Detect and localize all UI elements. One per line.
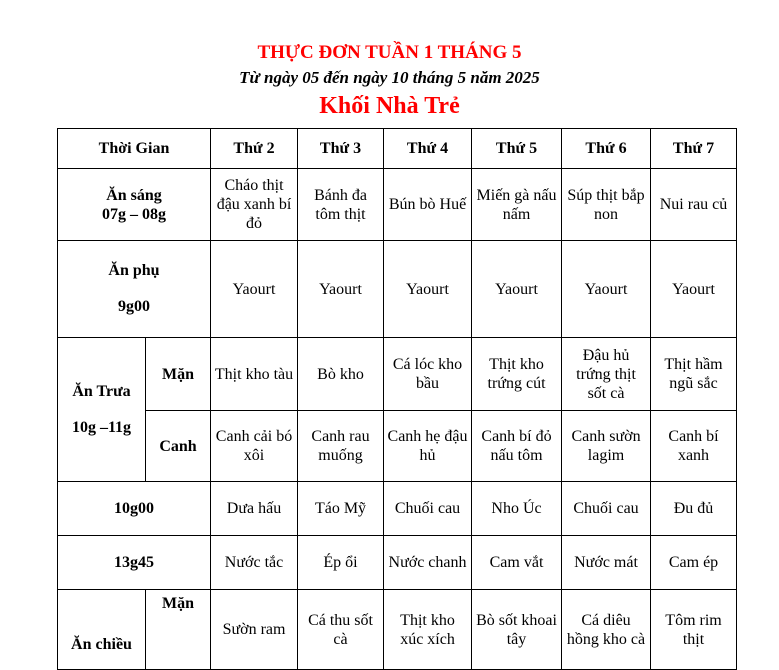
day-header: Thứ 5: [472, 129, 562, 169]
menu-cell: Canh sườn lagim: [562, 411, 651, 482]
day-header: Thứ 3: [298, 129, 384, 169]
snack-row: [58, 241, 737, 338]
day-header: Thứ 6: [562, 129, 651, 169]
menu-cell: Thịt kho trứng cút: [472, 338, 562, 411]
menu-cell: Canh bí xanh: [651, 411, 737, 482]
menu-cell: Nui rau củ: [651, 169, 737, 241]
menu-cell: Miến gà nấu nấm: [472, 169, 562, 241]
menu-cell: Yaourt: [384, 241, 472, 338]
menu-cell: Canh hẹ đậu hủ: [384, 411, 472, 482]
sub-label-man: Mặn: [146, 590, 211, 670]
menu-cell: Cam ép: [651, 536, 737, 590]
menu-cell: Đu đủ: [651, 482, 737, 536]
menu-cell: Canh rau muống: [298, 411, 384, 482]
meal-label: Ăn sáng: [106, 186, 162, 204]
lunch-man-row: [58, 338, 737, 411]
meal-label: Ăn Trưa: [72, 382, 131, 400]
group-name: Khối Nhà Trẻ: [319, 93, 460, 119]
weekly-menu-table: [57, 128, 737, 670]
menu-cell: Táo Mỹ: [298, 482, 384, 536]
menu-cell: Ép ổi: [298, 536, 384, 590]
meal-label: Ăn phụ: [108, 262, 160, 279]
sub-label-canh: Canh: [146, 411, 211, 482]
dinner-man-row: [58, 590, 737, 670]
menu-title: THỰC ĐƠN TUẦN 1 THÁNG 5: [257, 42, 522, 63]
menu-cell: Bún bò Huế: [384, 169, 472, 241]
dinner-label: Ăn chiều: [58, 590, 146, 670]
date-range: Từ ngày 05 đến ngày 10 tháng 5 năm 2025: [239, 68, 540, 87]
meal-time: 10g –11g: [71, 418, 132, 436]
menu-cell: Tôm rim thịt: [651, 590, 737, 670]
snack-label-cell: [58, 241, 211, 338]
day-header: Thứ 7: [651, 129, 737, 169]
day-header: Thứ 2: [211, 129, 298, 169]
menu-cell: Canh cải bó xôi: [211, 411, 298, 482]
sub-label-man: Mặn: [146, 338, 211, 411]
menu-cell: Chuối cau: [384, 482, 472, 536]
header-row: [58, 129, 737, 169]
meal-time: 13g45: [58, 536, 211, 590]
menu-cell: Yaourt: [472, 241, 562, 338]
menu-cell: Chuối cau: [562, 482, 651, 536]
lunch-canh-row: [58, 411, 737, 482]
menu-cell: Yaourt: [298, 241, 384, 338]
fruit-row: [58, 482, 737, 536]
breakfast-label-cell: [58, 169, 211, 241]
menu-cell: Thịt kho xúc xích: [384, 590, 472, 670]
menu-cell: Cháo thịt đậu xanh bí đỏ: [211, 169, 298, 241]
menu-cell: Canh bí đỏ nấu tôm: [472, 411, 562, 482]
menu-cell: Đậu hủ trứng thịt sốt cà: [562, 338, 651, 411]
menu-cell: Cá lóc kho bầu: [384, 338, 472, 411]
menu-cell: Yaourt: [211, 241, 298, 338]
breakfast-row: [58, 169, 737, 241]
lunch-label-cell: [58, 338, 146, 482]
menu-cell: Súp thịt bắp non: [562, 169, 651, 241]
menu-cell: Cam vắt: [472, 536, 562, 590]
meal-time: 07g – 08g: [102, 205, 166, 223]
menu-cell: Yaourt: [562, 241, 651, 338]
menu-cell: Dưa hấu: [211, 482, 298, 536]
menu-cell: Thịt hầm ngũ sắc: [651, 338, 737, 411]
menu-cell: Nho Úc: [472, 482, 562, 536]
menu-cell: Nước tắc: [211, 536, 298, 590]
day-header: Thứ 4: [384, 129, 472, 169]
menu-cell: Cá thu sốt cà: [298, 590, 384, 670]
col-time-header: Thời Gian: [58, 129, 211, 169]
menu-cell: Cá diêu hồng kho cà: [562, 590, 651, 670]
menu-cell: Bò sốt khoai tây: [472, 590, 562, 670]
menu-cell: Nước mát: [562, 536, 651, 590]
menu-cell: Nước chanh: [384, 536, 472, 590]
menu-cell: Bò kho: [298, 338, 384, 411]
menu-cell: Sườn ram: [211, 590, 298, 670]
menu-cell: Bánh đa tôm thịt: [298, 169, 384, 241]
meal-time: 9g00: [118, 298, 150, 315]
menu-cell: Yaourt: [651, 241, 737, 338]
meal-time: 10g00: [58, 482, 211, 536]
drink-row: [58, 536, 737, 590]
menu-cell: Thịt kho tàu: [211, 338, 298, 411]
